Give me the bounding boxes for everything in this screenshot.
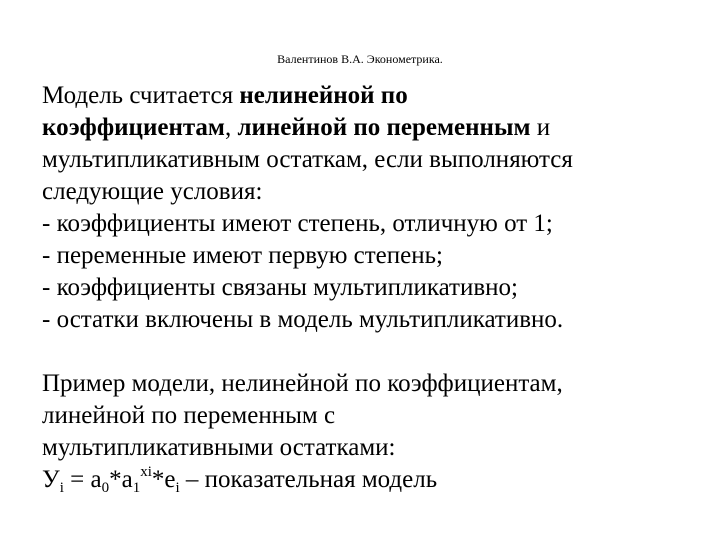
slide-header: Валентинов В.А. Эконометрика. — [277, 52, 443, 66]
text-line: мультипликативным остаткам, если выполняются — [42, 146, 573, 173]
text-run: , — [224, 114, 238, 141]
subscript: 0 — [101, 480, 110, 496]
condition-item: - остатки включены в модель мультипликативно. — [42, 306, 564, 333]
subscript: i — [59, 480, 64, 496]
text-line — [42, 112, 712, 144]
bold-term: нелинейной по — [239, 82, 408, 109]
formula-text: = a — [63, 466, 102, 493]
text-line: мультипликативными остатками: — [42, 434, 396, 461]
subscript: 1 — [132, 480, 141, 496]
formula-y: У — [42, 466, 60, 493]
paragraph-gap — [42, 336, 712, 368]
subscript: i — [175, 480, 180, 496]
text-run: и — [530, 114, 551, 141]
formula-line — [42, 464, 712, 496]
condition-item: - коэффициенты связаны мультипликативно; — [42, 274, 518, 301]
slide-body — [42, 80, 712, 496]
text-run: Модель считается — [42, 82, 240, 109]
text-line: Пример модели, нелинейной по коэффициентам, — [42, 370, 563, 397]
formula-description: – показательная модель — [179, 466, 438, 493]
formula-text: *a — [109, 466, 133, 493]
formula-text: *e — [151, 466, 176, 493]
superscript: xi — [140, 464, 152, 480]
text-line: линейной по переменным с — [42, 402, 336, 429]
text-line — [42, 80, 712, 112]
bold-term: коэффициентам — [42, 114, 225, 141]
bold-term: линейной по переменным — [237, 114, 531, 141]
text-line: следующие условия: — [42, 178, 263, 205]
condition-item: - переменные имеют первую степень; — [42, 242, 443, 269]
condition-item: - коэффициенты имеют степень, отличную от 1; — [42, 210, 553, 237]
